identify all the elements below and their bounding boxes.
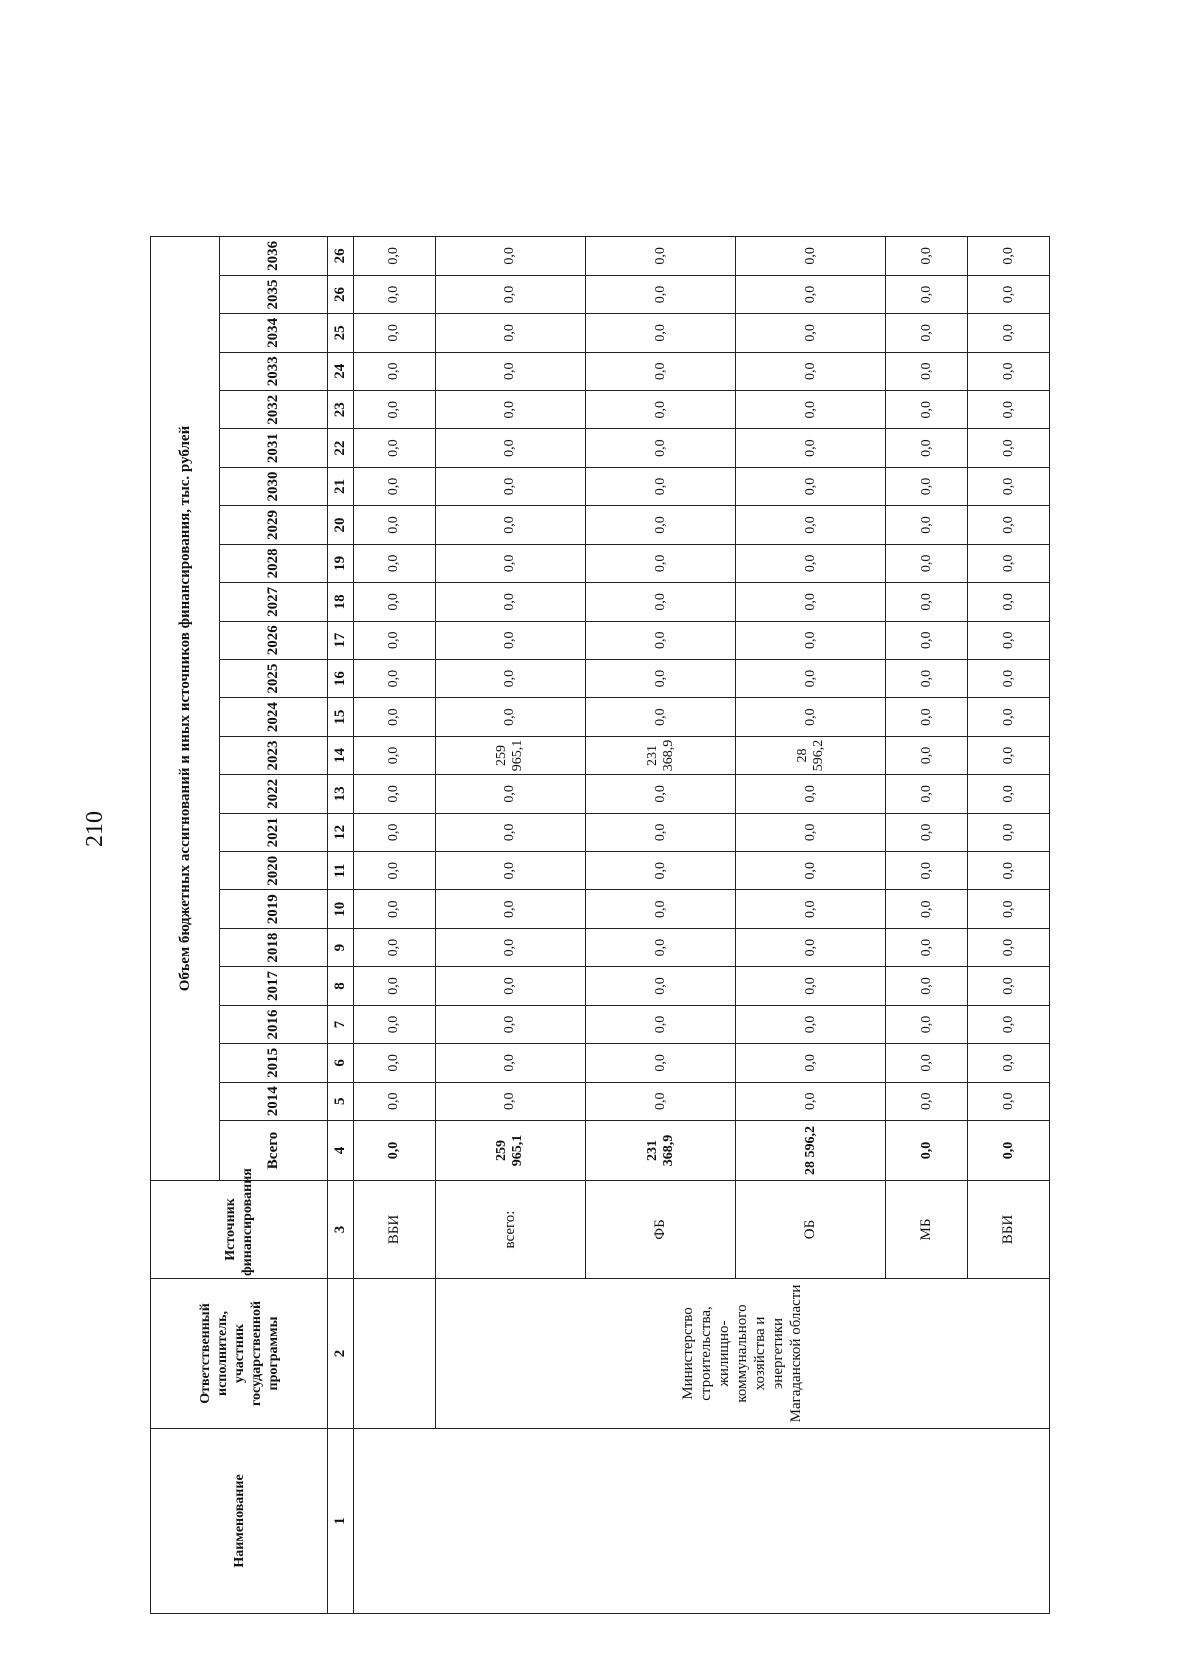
column-number: 16 [328,659,354,697]
cell-value: 0,0 [585,775,735,813]
column-number: 17 [328,621,354,659]
cell-value: 0,0 [968,621,1050,659]
cell-value: 0,0 [435,698,585,736]
cell-value: 0,0 [435,890,585,928]
cell-value: 0,0 [736,621,886,659]
cell-value: 0,0 [354,813,436,851]
column-number: 20 [328,506,354,544]
cell-value: 0,0 [435,237,585,276]
header-row-1 [151,237,220,1614]
column-number: 13 [328,775,354,813]
header-year: 2036 [220,237,328,276]
column-number: 23 [328,390,354,428]
cell-value: 0,0 [736,237,886,276]
cell-value: 0,0 [736,583,886,621]
cell-value: 0,0 [886,390,968,428]
cell-value: 0,0 [736,1044,886,1082]
cell-value: 0,0 [435,429,585,467]
cell-value: 0,0 [886,698,968,736]
cell-value: 0,0 [736,352,886,390]
cell-value: 0,0 [886,736,968,774]
cell-value: 0,0 [886,890,968,928]
cell-value: 0,0 [585,314,735,352]
cell-value: 0,0 [435,352,585,390]
cell-value: 0,0 [354,890,436,928]
column-number: 14 [328,736,354,774]
cell-value: 0,0 [354,429,436,467]
cell-value: 0,0 [736,698,886,736]
cell-value: 0,0 [736,1082,886,1120]
cell-value: 0,0 [585,967,735,1005]
cell-value: 0,0 [886,621,968,659]
header-year: 2027 [220,583,328,621]
cell-value: 0,0 [354,390,436,428]
cell-value: 0,0 [585,544,735,582]
cell-total: 0,0 [354,1121,436,1181]
cell-value: 0,0 [435,621,585,659]
header-year: 2029 [220,506,328,544]
cell-source: МБ [886,1181,968,1279]
cell-value: 0,0 [736,314,886,352]
cell-value: 0,0 [968,506,1050,544]
column-number: 6 [328,1044,354,1082]
cell-value: 259 965,1 [435,736,585,774]
header-year: 2022 [220,775,328,813]
cell-value: 0,0 [435,659,585,697]
cell-value: 0,0 [585,1005,735,1043]
cell-value: 0,0 [736,275,886,313]
cell-value: 0,0 [585,621,735,659]
column-number: 12 [328,813,354,851]
cell-total: 28 596,2 [736,1121,886,1181]
cell-value: 0,0 [968,967,1050,1005]
cell-value: 0,0 [354,1005,436,1043]
cell-value: 0,0 [736,429,886,467]
header-year: 2033 [220,352,328,390]
cell-value: 0,0 [886,813,968,851]
cell-value: 0,0 [736,659,886,697]
column-number: 26 [328,237,354,276]
cell-value: 0,0 [585,467,735,505]
header-year: 2017 [220,967,328,1005]
header-year: 2021 [220,813,328,851]
cell-value: 0,0 [886,928,968,966]
cell-value: 0,0 [435,583,585,621]
cell-value: 0,0 [736,852,886,890]
cell-value: 0,0 [354,467,436,505]
cell-value: 0,0 [968,429,1050,467]
cell-value: 0,0 [886,314,968,352]
cell-source: ФБ [585,1181,735,1279]
cell-value: 0,0 [585,352,735,390]
cell-value: 0,0 [886,1005,968,1043]
cell-value: 0,0 [435,852,585,890]
budget-table-wrapper [150,236,1050,1614]
cell-value: 0,0 [435,1044,585,1082]
column-number: 10 [328,890,354,928]
cell-value: 0,0 [968,813,1050,851]
cell-value: 0,0 [435,506,585,544]
cell-value: 0,0 [968,237,1050,276]
cell-value: 0,0 [435,1005,585,1043]
cell-value: 0,0 [968,852,1050,890]
cell-value: 231 368,9 [585,736,735,774]
cell-value: 0,0 [968,775,1050,813]
cell-value: 0,0 [886,852,968,890]
budget-table [150,236,1050,1614]
cell-value: 0,0 [585,852,735,890]
cell-value: 0,0 [968,583,1050,621]
page-number: 210 [82,811,108,847]
cell-value: 0,0 [354,659,436,697]
cell-value: 0,0 [968,1044,1050,1082]
cell-value: 0,0 [585,659,735,697]
cell-value: 0,0 [886,583,968,621]
cell-value: 0,0 [968,544,1050,582]
header-year: 2020 [220,852,328,890]
cell-value: 0,0 [968,1005,1050,1043]
cell-value: 0,0 [886,544,968,582]
column-number: 9 [328,928,354,966]
cell-value: 0,0 [886,429,968,467]
cell-value: 0,0 [354,736,436,774]
cell-value: 0,0 [354,928,436,966]
header-year: 2030 [220,467,328,505]
cell-executor: Министерство строительства, жилищно-коммунального хозяйства и энергетики Магаданской области [435,1279,1049,1429]
cell-value: 0,0 [736,544,886,582]
column-number: 8 [328,967,354,1005]
cell-value: 0,0 [886,1044,968,1082]
cell-value: 0,0 [968,352,1050,390]
table-row [435,237,585,1614]
cell-value: 0,0 [968,390,1050,428]
cell-value: 0,0 [968,1082,1050,1120]
column-number: 4 [328,1121,354,1181]
column-number: 19 [328,544,354,582]
header-volume: Объем бюджетных ассигнований и иных источников финансирования, тыс. рублей [151,237,220,1181]
cell-value: 0,0 [585,813,735,851]
cell-value: 0,0 [354,1082,436,1120]
header-year: 2015 [220,1044,328,1082]
cell-value: 0,0 [736,775,886,813]
cell-source: ВБИ [968,1181,1050,1279]
cell-value: 0,0 [435,467,585,505]
cell-total: 0,0 [886,1121,968,1181]
header-year: 2024 [220,698,328,736]
cell-executor-empty [354,1279,436,1429]
cell-value: 0,0 [435,390,585,428]
cell-value: 0,0 [435,813,585,851]
column-number: 25 [328,314,354,352]
cell-value: 0,0 [886,467,968,505]
cell-value: 0,0 [354,698,436,736]
cell-value: 0,0 [435,775,585,813]
cell-value: 0,0 [354,852,436,890]
cell-value: 0,0 [435,1082,585,1120]
header-year: 2034 [220,314,328,352]
column-numbers-row [328,237,354,1614]
cell-value: 0,0 [435,275,585,313]
header-year: 2028 [220,544,328,582]
column-number: 3 [328,1181,354,1279]
cell-value: 0,0 [585,583,735,621]
column-number: 5 [328,1082,354,1120]
cell-total: 231 368,9 [585,1121,735,1181]
header-year: 2018 [220,928,328,966]
cell-value: 0,0 [435,314,585,352]
header-year: 2025 [220,659,328,697]
column-number: 26 [328,275,354,313]
header-year: 2016 [220,1005,328,1043]
cell-total: 259 965,1 [435,1121,585,1181]
header-source: Источник финансирования [151,1181,328,1279]
cell-value: 0,0 [886,967,968,1005]
cell-value: 0,0 [736,506,886,544]
cell-value: 0,0 [968,275,1050,313]
column-number: 21 [328,467,354,505]
cell-value: 0,0 [354,275,436,313]
header-total: Всего [220,1121,328,1181]
table-body [354,237,1050,1614]
cell-source: ОБ [736,1181,886,1279]
cell-value: 0,0 [354,314,436,352]
cell-value: 0,0 [886,659,968,697]
cell-value: 0,0 [354,544,436,582]
header-year: 2023 [220,736,328,774]
column-number: 18 [328,583,354,621]
cell-value: 0,0 [585,275,735,313]
cell-value: 0,0 [354,506,436,544]
column-number: 24 [328,352,354,390]
cell-value: 0,0 [968,928,1050,966]
header-year: 2032 [220,390,328,428]
cell-value: 0,0 [968,659,1050,697]
table-row [354,237,436,1614]
cell-value: 0,0 [736,1005,886,1043]
cell-value: 0,0 [736,890,886,928]
cell-value: 0,0 [354,1044,436,1082]
cell-value: 0,0 [435,928,585,966]
cell-value: 0,0 [354,775,436,813]
cell-source: ВБИ [354,1181,436,1279]
cell-value: 0,0 [585,928,735,966]
header-year: 2035 [220,275,328,313]
cell-value: 0,0 [585,1082,735,1120]
column-number: 11 [328,852,354,890]
cell-value: 0,0 [585,1044,735,1082]
cell-value: 0,0 [585,698,735,736]
cell-value: 0,0 [435,967,585,1005]
cell-value: 0,0 [886,1082,968,1120]
cell-total: 0,0 [968,1121,1050,1181]
cell-value: 0,0 [886,506,968,544]
cell-value: 0,0 [886,275,968,313]
column-number: 2 [328,1279,354,1429]
column-number: 1 [328,1429,354,1614]
header-year: 2014 [220,1082,328,1120]
cell-value: 0,0 [968,467,1050,505]
cell-name [354,1429,1050,1614]
cell-value: 0,0 [736,390,886,428]
cell-value: 0,0 [435,544,585,582]
header-year: 2019 [220,890,328,928]
column-number: 15 [328,698,354,736]
cell-source: всего: [435,1181,585,1279]
cell-value: 0,0 [968,890,1050,928]
cell-value: 0,0 [736,967,886,1005]
cell-value: 0,0 [585,890,735,928]
cell-value: 0,0 [968,698,1050,736]
header-name: Наименование [151,1429,328,1614]
cell-value: 0,0 [354,237,436,276]
cell-value: 0,0 [886,775,968,813]
header-year: 2026 [220,621,328,659]
cell-value: 0,0 [585,429,735,467]
cell-value: 0,0 [736,928,886,966]
cell-value: 0,0 [354,621,436,659]
cell-value: 28 596,2 [736,736,886,774]
cell-value: 0,0 [968,314,1050,352]
cell-value: 0,0 [354,583,436,621]
cell-value: 0,0 [354,967,436,1005]
column-number: 22 [328,429,354,467]
cell-value: 0,0 [585,390,735,428]
cell-value: 0,0 [354,352,436,390]
cell-value: 0,0 [736,467,886,505]
cell-value: 0,0 [585,506,735,544]
header-year: 2031 [220,429,328,467]
header-executor: Ответственный исполнитель, участник государственной программы [151,1279,328,1429]
cell-value: 0,0 [968,736,1050,774]
cell-value: 0,0 [886,352,968,390]
cell-value: 0,0 [585,237,735,276]
cell-value: 0,0 [886,237,968,276]
cell-value: 0,0 [736,813,886,851]
column-number: 7 [328,1005,354,1043]
